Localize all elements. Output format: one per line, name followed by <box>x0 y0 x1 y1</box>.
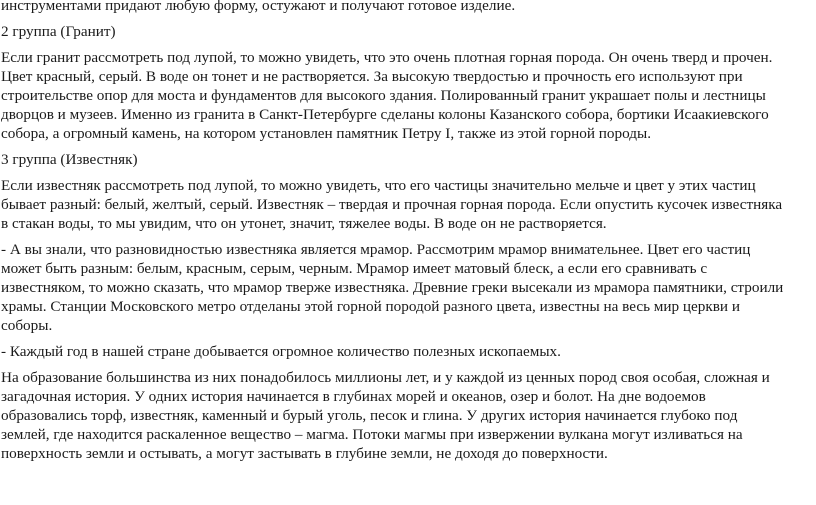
paragraph-granite: Если гранит рассмотреть под лупой, то можно увидеть, что это очень плотная горная порода. Он очень тверд и прочен. Цвет красный, серый. В воде он тонет и не растворяется. За высокую твердостью и прочность его используют при строительстве опор для моста и фундаментов для высокого здания. Полированный гранит украшает полы и лестницы дворцов и музеев. Именно из гранита в Санкт-Петербурге сделаны колоны Казанского собора, бортики Исаакиевского собора, а огромный камень, на котором установлен памятник Петру I, также из этой горной породы. <box>1 49 773 142</box>
paragraph-formation-history: На образование большинства из них понадобилось миллионы лет, и у каждой из ценных пород своя особая, сложная и загадочная история. У одних история начинается в глубинах морей и океанов, озер и болот. На дне водоемов образовались торф, известняк, каменный и бурый уголь, песок и глина. У других история начинается глубоко под землей, где находится раскаленное вещество – магма. Потоки магмы при извержении вулкана могут изливаться на поверхность земли и остывать, а могут застывать в глубине земли, не доходя до поверхности. <box>1 369 770 462</box>
paragraph-marble: - А вы знали, что разновидностью известняка является мрамор. Рассмотрим мрамор внимательнее. Цвет его частиц может быть разным: белым, красным, серым, черным. Мрамор имеет матовый блеск, а если его сравнивать с известняком, то можно сказать, что мрамор тверже известняка. Древние греки высекали из мрамора памятники, строили храмы. Станции Московского метро отделаны этой горной породой разного цвета, известны на весь мир церкви и соборы. <box>1 241 784 334</box>
heading-granite-group: 2 группа (Гранит) <box>1 23 116 40</box>
paragraph-limestone: Если известняк рассмотреть под лупой, то можно увидеть, что его частицы значительно мельче и цвет у этих частиц бывает разный: белый, желтый, серый. Известняк – твердая и прочная горная порода. Если опустить кусочек известняка в стакан воды, то мы увидим, что он утонет, значит, тяжелее воды. В воде он не растворяется. <box>1 177 783 232</box>
paragraph-intro-fragment: инструментами придают любую форму, остужают и получают готовое изделие. <box>1 0 516 14</box>
heading-limestone-group: 3 группа (Известняк) <box>1 151 138 168</box>
paragraph-minerals-mined: - Каждый год в нашей стране добывается огромное количество полезных ископаемых. <box>1 343 561 360</box>
